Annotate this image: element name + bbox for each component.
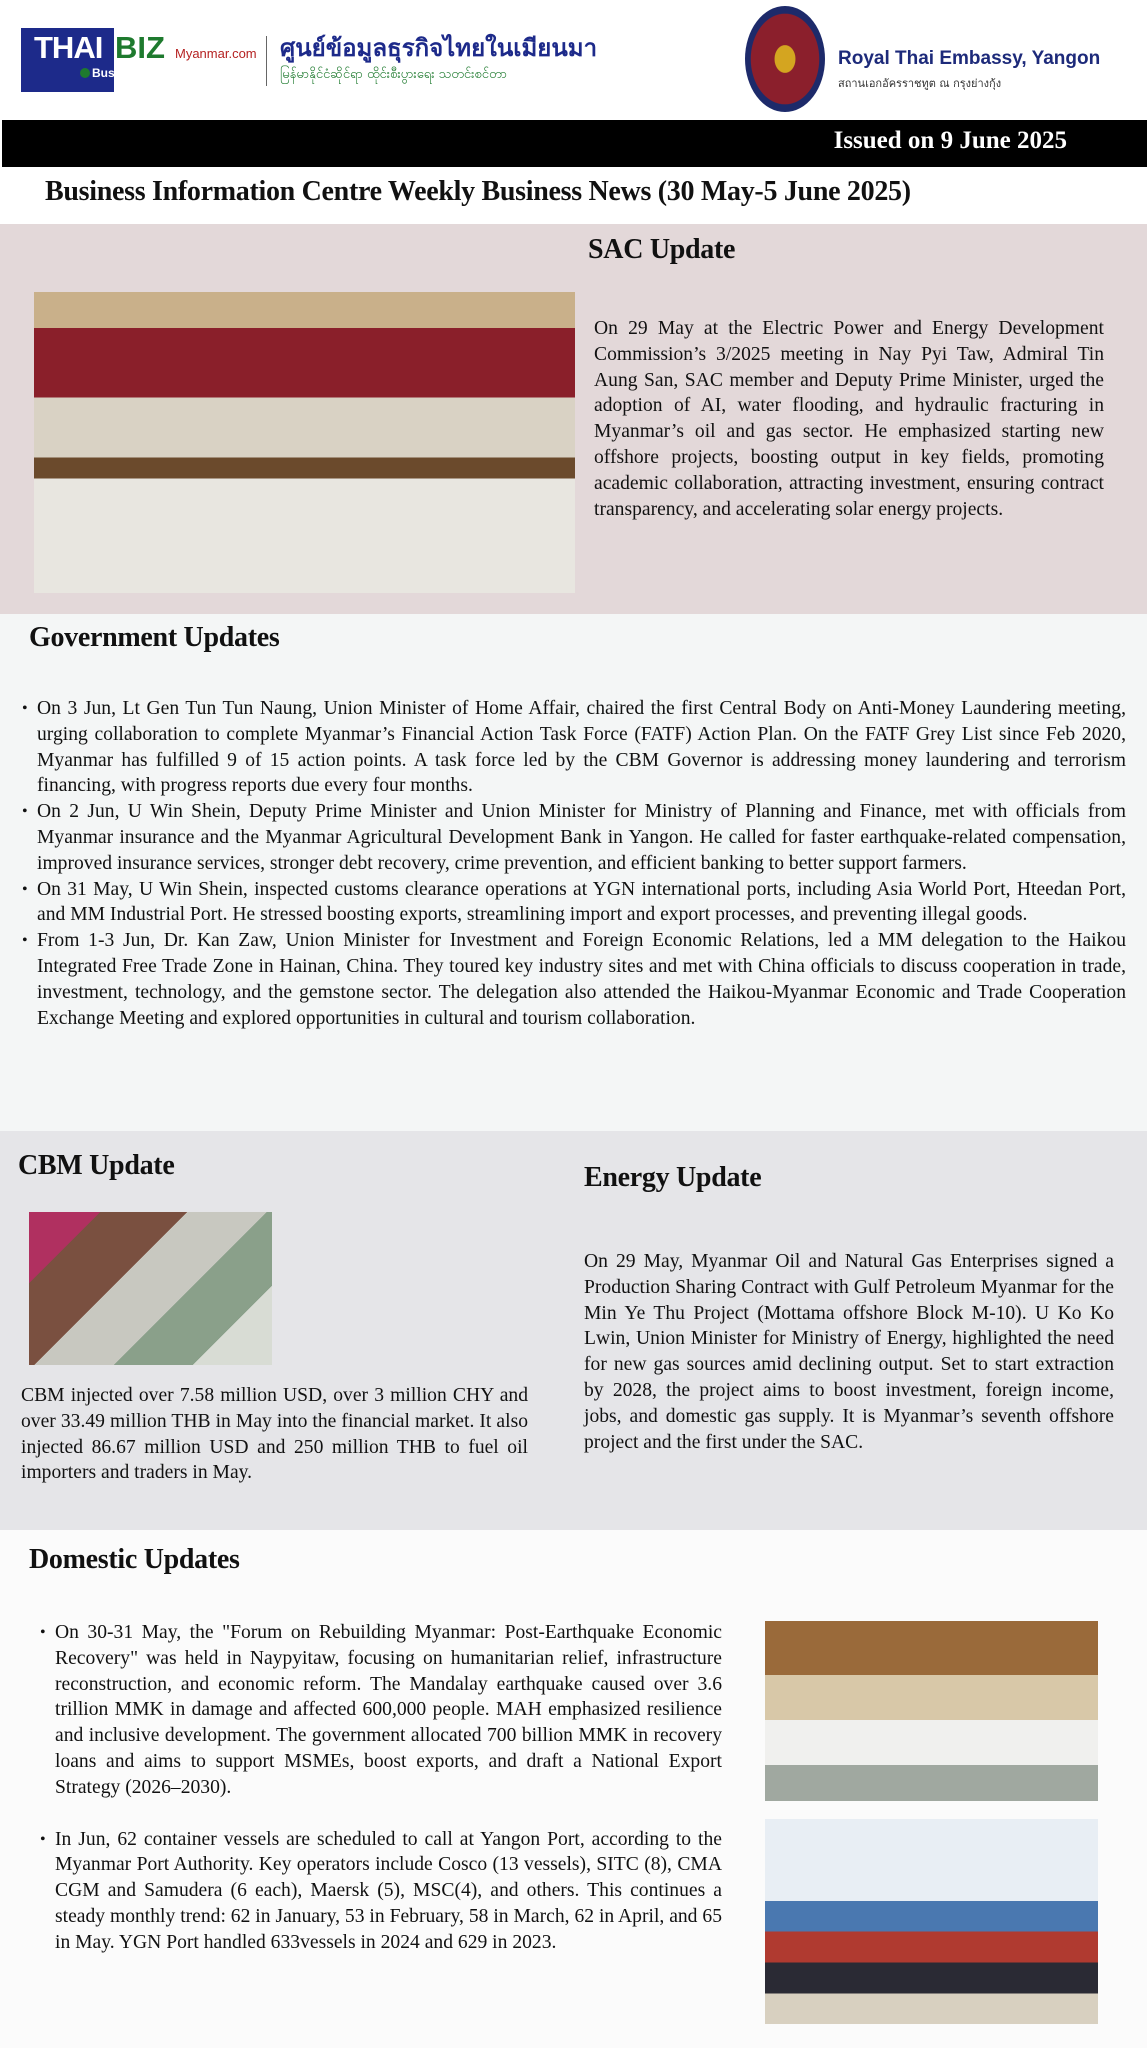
forum-photo <box>765 1621 1098 1801</box>
domestic-heading: Domestic Updates <box>29 1544 240 1575</box>
sac-section <box>0 224 1147 614</box>
list-item: • In Jun, 62 container vessels are scheduled to call at Yangon Port, according to the Myanmar Port Authority. Key operators include Cosco (13 vessels), SITC (8), CMA CGM and Samudera (6 each), Maersk (5), MSC(4), and others. This continues a steady monthly trend: 62 in January, 53 in February, 58 in March, 62 in April, and 65 in May. YGN Port handled 633vessels in 2024 and 629 in 2023. <box>40 1827 722 1956</box>
embassy-thai-name: สถานเอกอัครราชทูต ณ กรุงย่างกุ้ง <box>838 77 1002 90</box>
government-section <box>0 614 1147 1131</box>
thai-name: ศูนย์ข้อมูลธุรกิจไทยในเมียนมา <box>280 34 598 62</box>
logo-biz: BIZ <box>115 30 165 65</box>
sac-heading: SAC Update <box>588 234 736 265</box>
myanmar-name: မြန်မာနိုင်ငံဆိုင်ရာ ထိုင်းစီးပွားရေး သတင်းစင်တာ <box>280 67 507 82</box>
domestic-list <box>40 1620 722 1956</box>
sac-meeting-photo <box>34 292 575 593</box>
page-title: Business Information Centre Weekly Business News (30 May-5 June 2025) <box>45 176 911 207</box>
embassy-name: Royal Thai Embassy, Yangon <box>838 48 1101 69</box>
divider <box>266 36 267 86</box>
government-list <box>22 696 1126 1031</box>
embassy-seal-icon <box>745 6 825 112</box>
cbm-energy-section <box>0 1131 1147 1530</box>
list-item: • On 31 May, U Win Shein, inspected customs clearance operations at YGN international ports, including Asia World Port, Hteedan Port, and MM Industrial Port. He stressed boosting exports, streamlining import and export processes, and preventing illegal goods. <box>22 877 1126 929</box>
logo-thai: THAI <box>34 30 103 65</box>
domestic-section <box>0 1530 1147 2048</box>
energy-text: On 29 May, Myanmar Oil and Natural Gas Enterprises signed a Production Sharing Contract with Gulf Petroleum Myanmar for the Min Ye Thu Project (Mottama offshore Block M-10). U Ko Ko Lwin, Union Minister for Ministry of Energy, highlighted the need for new gas sources amid declining output. Set to start extraction by 2028, the project aims to boost investment, foreign income, jobs, and domestic gas supply. It is Myanmar’s seventh offshore project and the first under the SAC. <box>584 1251 1114 1453</box>
list-item: • On 2 Jun, U Win Shein, Deputy Prime Minister and Union Minister for Ministry of Planning and Finance, met with officials from Myanmar insurance and the Myanmar Agricultural Development Bank in Yangon. He called for faster earthquake-related compensation, improved insurance services, stronger debt recovery, crime prevention, and efficient banking to better support farmers. <box>22 799 1126 876</box>
cbm-money-photo <box>29 1212 272 1365</box>
list-item: • From 1-3 Jun, Dr. Kan Zaw, Union Minister for Investment and Foreign Economic Relations, led a MM delegation to the Haikou Integrated Free Trade Zone in Hainan, China. They toured key industry sites and met with China officials to discuss cooperation in trade, investment, technology, and the gemstone sector. The delegation also attended the Haikou-Myanmar Economic and Trade Cooperation Exchange Meeting and explored opportunities in cultural and tourism collaboration. <box>22 928 1126 1031</box>
cbm-text: CBM injected over 7.58 million USD, over 3 million CHY and over 33.49 million THB in May into the financial market. It also injected 86.67 million USD and 250 million THB to fuel oil importers and traders in May. <box>21 1385 528 1484</box>
list-item: • On 30-31 May, the "Forum on Rebuilding Myanmar: Post-Earthquake Economic Recovery" was held in Naypyitaw, focusing on humanitarian relief, infrastructure reconstruction, and economic reform. The Mandalay earthquake caused over 3.6 trillion MMK in damage and affected 600,000 people. MAH emphasized resilience and inclusive development. The government allocated 700 billion MMK in recovery loans and aims to support MSMEs, boost exports, and draft a National Export Strategy (2026–2030). <box>40 1620 722 1801</box>
sac-text: On 29 May at the Electric Power and Energy Development Commission’s 3/2025 meeting in Nay Pyi Taw, Admiral Tin Aung San, SAC member and Deputy Prime Minister, urged the adoption of AI, water flooding, and hydraulic fracturing in Myanmar’s oil and gas sector. He emphasized starting new offshore projects, boosting output in key fields, promoting academic collaboration, attracting investment, ensuring contract transparency, and accelerating solar energy projects. <box>594 318 1104 520</box>
cbm-heading: CBM Update <box>18 1150 175 1181</box>
issued-date: Issued on 9 June 2025 <box>833 127 1067 154</box>
government-heading: Government Updates <box>29 622 280 653</box>
list-item: • On 3 Jun, Lt Gen Tun Tun Naung, Union Minister of Home Affair, chaired the first Central Body on Anti-Money Laundering meeting, urging collaboration to complete Myanmar’s Financial Action Task Force (FATF) Action Plan. On the FATF Grey List since Feb 2020, Myanmar has fulfilled 9 of 15 action points. A task force led by the CBM Governor is addressing money laundering and terrorism financing, with progress reports due every four months. <box>22 696 1126 799</box>
energy-heading: Energy Update <box>584 1162 762 1193</box>
port-photo <box>765 1819 1098 2024</box>
logo-tagline: Business Information Centre <box>80 66 256 80</box>
logo-domain: Myanmar.com <box>175 46 257 61</box>
